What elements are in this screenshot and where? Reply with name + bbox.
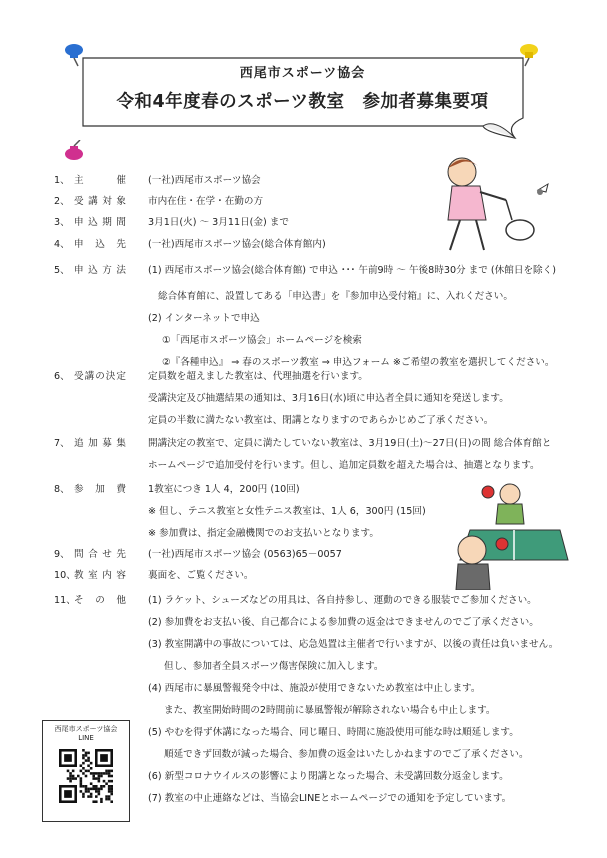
title-banner	[75, 48, 530, 140]
page-title: 令和4年度春のスポーツ教室 参加者募集要項	[116, 92, 489, 112]
item-row	[0, 309, 607, 329]
item-value: (1) 西尾市スポーツ協会(総合体育館) で申込 ･･･ 午前9時 ～ 午後8時30分 まで (休館日を除く)	[148, 265, 556, 276]
item-label: そ の 他	[74, 595, 126, 606]
item-row	[0, 287, 607, 307]
item-value: (3) 教室開講中の事故については、応急処置は主催者で行いますが、以後の責任は負いません。	[148, 639, 559, 650]
item-label: 主 催	[74, 175, 126, 186]
item-row	[0, 411, 607, 431]
item-label: 申 込 期 間	[74, 217, 126, 228]
item-row	[0, 635, 607, 655]
item-row	[0, 261, 607, 281]
item-value: (一社)西尾市スポーツ協会 (0563)65－0057	[148, 549, 342, 560]
item-value: (一社)西尾市スポーツ協会(総合体育館内)	[148, 239, 326, 250]
item-label: 受 講 対 象	[74, 196, 126, 207]
item-row	[0, 657, 607, 677]
item-number: 5、	[54, 265, 70, 276]
item-label: 参 加 費	[74, 484, 126, 495]
item-row	[0, 502, 607, 522]
qr-caption-line2: LINE	[78, 734, 94, 742]
item-number: 1、	[54, 175, 70, 186]
item-number: 7、	[54, 438, 70, 449]
item-label: 追 加 募 集	[74, 438, 126, 449]
item-number: 3、	[54, 217, 70, 228]
item-row	[0, 524, 607, 544]
pushpin-yellow-icon	[515, 40, 543, 68]
item-value: 定員数を超えました教室は、代理抽選を行います。	[148, 371, 368, 382]
item-value: ※ 参加費は、指定金融機関でのお支払いとなります。	[148, 528, 379, 539]
item-number: 10、	[54, 570, 76, 581]
item-row	[0, 367, 607, 387]
item-number: 4、	[54, 239, 70, 250]
item-value: ホームページで追加受付を行います。但し、追加定員数を超えた場合は、抽選となります。	[148, 460, 540, 471]
item-value: 但し、参加者全員スポーツ傷害保険に加入します。	[164, 661, 384, 672]
item-value: 総合体育館に、設置してある「申込書」を『参加申込受付箱』に、入れください。	[158, 291, 513, 302]
item-value: また、教室開始時間の2時間前に暴風警報が解除されない場合も中止します。	[164, 705, 496, 716]
item-value: ②『各種申込』 ⇒ 春のスポーツ教室 ⇒ 申込フォーム ※ご希望の教室を選択してください。	[162, 357, 555, 368]
item-row	[0, 545, 607, 565]
item-label: 問 合 せ 先	[74, 549, 126, 560]
item-row	[0, 331, 607, 351]
line-qr-box	[42, 720, 130, 822]
item-row	[0, 613, 607, 633]
item-label: 受 講 の 決 定	[74, 371, 126, 382]
qr-code-icon[interactable]	[59, 749, 113, 803]
item-row	[0, 701, 607, 721]
item-number: 8、	[54, 484, 70, 495]
item-number: 6、	[54, 371, 70, 382]
item-row	[0, 434, 607, 454]
item-value: 3月1日(火) ～ 3月11日(金) まで	[148, 217, 289, 228]
item-value: (一社)西尾市スポーツ協会	[148, 175, 261, 186]
item-value: ※ 但し、テニス教室と女性テニス教室は、1人 6，300円 (15回)	[148, 506, 426, 517]
item-value: 裏面を、ご覧ください。	[148, 570, 254, 581]
item-label: 申 込 方 法	[74, 265, 126, 276]
item-value: (5) やむを得ず休講になった場合、同じ曜日、時間に施設使用可能な時は順延します。	[148, 727, 519, 738]
item-row	[0, 679, 607, 699]
item-value: (2) 参加費をお支払い後、自己都合による参加費の返金はできませんのでご了承ください。	[148, 617, 539, 628]
pushpin-blue-icon	[60, 40, 88, 68]
item-value: (1) ラケット、シューズなどの用具は、各自持参し、運動のできる服装でご参加ください。	[148, 595, 537, 606]
item-value: 開講決定の教室で、定員に満たしていない教室は、3月19日(土)～27日(日)の間 総合体育館と	[148, 438, 552, 449]
item-row	[0, 480, 607, 500]
item-number: 9、	[54, 549, 70, 560]
item-value: 市内在住・在学・在勤の方	[148, 196, 264, 207]
org-heading: 西尾市スポーツ協会	[239, 66, 366, 81]
qr-caption-line1: 西尾市スポーツ協会	[54, 725, 118, 733]
item-value: ①「西尾市スポーツ協会」ホームページを検索	[162, 335, 362, 346]
item-value: 受講決定及び抽選結果の通知は、3月16日(水)頃に申込者全員に通知を発送します。	[148, 393, 509, 404]
item-value: (4) 西尾市に暴風警報発令中は、施設が使用できないため教室は中止します。	[148, 683, 481, 694]
item-value: 順延できず回数が減った場合、参加費の返金はいたしかねますのでご了承ください。	[164, 749, 529, 760]
item-row	[0, 456, 607, 476]
item-number: 2、	[54, 196, 70, 207]
item-number: 11、	[54, 595, 76, 606]
item-row	[0, 213, 607, 233]
item-value: 1教室につき 1人 4，200円 (10回)	[148, 484, 300, 495]
item-value: (7) 教室の中止連絡などは、当協会LINEとホームページでの通知を予定しています。	[148, 793, 512, 804]
item-label: 教 室 内 容	[74, 570, 126, 581]
pushpin-magenta-icon	[60, 140, 88, 168]
item-row	[0, 235, 607, 255]
item-value: 定員の半数に満たない教室は、閉講となりますのであらかじめご了承ください。	[148, 415, 494, 426]
item-row	[0, 591, 607, 611]
item-row	[0, 389, 607, 409]
item-row	[0, 566, 607, 586]
item-value: (6) 新型コロナウイルスの影響により閉講となった場合、未受講回数分返金します。	[148, 771, 509, 782]
item-label: 申 込 先	[74, 239, 126, 250]
item-value: (2) インターネットで申込	[148, 313, 260, 324]
item-row	[0, 192, 607, 212]
qr-caption	[43, 725, 129, 743]
item-row	[0, 171, 607, 191]
